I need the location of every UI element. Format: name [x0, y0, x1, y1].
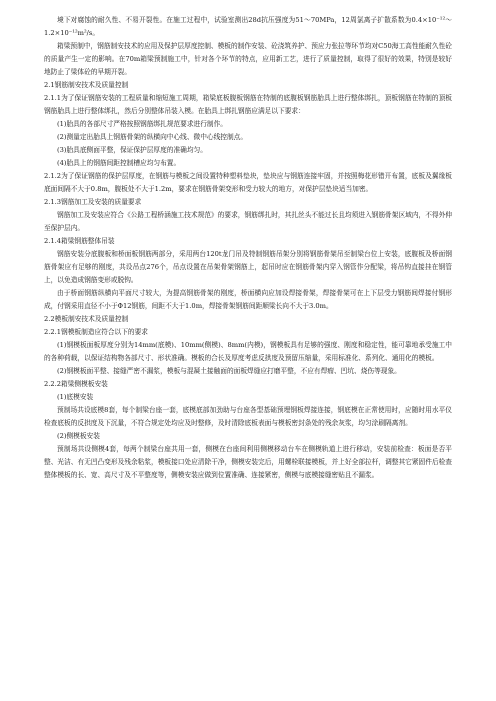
section-heading: 2.2.2箱梁侧模板安装 [44, 380, 108, 388]
paragraph: 钢筋加工及安装应符合《公路工程桥涵施工技术规范》的要求，钢筋绑扎时，其扎丝头不能过长且均须进入钢筋骨架区域内，不得外伸至保护层内。 [44, 211, 452, 232]
section-heading: 2.2.1钢模板制造应符合以下的要求 [44, 328, 148, 336]
paragraph: 钢筋安装分底腹板和桥面板钢筋两部分，采用两台120t龙门吊及特制钢筋吊架分别将钢筋骨架吊至制梁台位上安装，底腹板及桥面钢筋骨架应有足够的刚度，共设吊点276个，吊点设置在吊架骨架钢筋上，起吊时应在钢筋骨架内穿入钢管作分配梁，将吊钩直接挂在钢管上，以免造成钢筋变形或脱钩。 [44, 250, 452, 284]
paragraph: 预制场共设侧模4套，每两个制梁台座共用一套，侧模在台座间利用侧模移动台车在侧模轨道上进行移动，安装前检查：板面是否平整、光洁、有无凹凸变形及残余粘浆，模板接口处应清除干净，侧模安装完后，用螺栓联接模板，并上好全部拉杆，调整其它紧固件后检查整体模板的长、宽、高尺寸及不平整度等，侧模安装应做到位置准确、连接紧密，侧模与底模接缝密贴且不漏浆。 [44, 445, 452, 479]
section-heading: 2.1.3钢筋加工及安装的质量要求 [44, 198, 142, 206]
paragraph: 预制场共设底模8套，每个制梁台座一套，底模底部加劲助与台座各型基础预埋钢板焊接连接，钢底模在正常使用时，应随时用水平仪检查底板的反拱度及下沉量，不符合规定处均应及时整修，及时清除底板表面与模板密封条处的残余灰浆，均匀涂刷隔离剂。 [44, 406, 452, 427]
section-heading: 2.1.4箱梁钢筋整体吊装 [44, 237, 115, 245]
paragraph: 箱梁预制中，钢筋制安技术的应用及保护层厚度控制、模板的制作安装、砼浇筑养护、预应力张拉等环节均对C50海工高性能耐久性砼的质量产生一定的影响。在70m箱梁预制施工中，针对各个环节的特点，应用新工艺，进行了质量控制，取得了很好的效果，特别是较好地防止了梁体砼的早期开裂。 [44, 42, 452, 76]
list-item: (1)胎具的各部尺寸严格按照钢筋绑扎规范要求进行制作。 [57, 120, 227, 128]
list-item: (2)侧模板安装 [57, 432, 100, 440]
subsection-paragraph: 2.1.1为了保证钢筋安装的工程质量和缩短施工周期，箱梁底板腹板钢筋在特制的底腹板钢筋胎具上进行整体绑扎，顶板钢筋在特制的顶板钢筋胎具上进行整体绑扎，然后分别整体吊装入模。在胎具上绑扎钢筋应满足以下要求： [44, 94, 452, 115]
paragraph: (1)钢模板面板厚度分别为14mm(底模)、10mm(侧模)、8mm(内模)，钢模板具有足够的强度、刚度和稳定性，能可靠地承受施工中的各种荷载，以保证结构物各部尺寸、形状准确。模板的合长及厚度考虑反拱度及预留压缩量，采用标准化、系列化、通用化的模板。 [44, 341, 452, 362]
section-heading: 2.1钢筋制安技术及质量控制 [44, 81, 129, 89]
paragraph: 由于桥面钢筋纵横向平面尺寸较大，为提高钢筋骨架的刚度，桥面横向应加设焊接骨架，焊接骨架可在上下层受力钢筋间焊接付钢形成，付钢采用直径不小于Φ12钢筋，间距不大于1.0m，焊接骨架钢筋间距顺梁长向不大于3.0m。 [44, 289, 452, 310]
list-item: (4)胎具上的钢筋间距控制槽应均匀布置。 [57, 159, 181, 167]
list-item: (3)胎具底侧面平整，保证保护层厚度的准确均匀。 [57, 146, 207, 154]
list-item: (2)测量定出胎具上钢筋骨架的纵横向中心线、微中心线控制点。 [57, 133, 248, 141]
section-heading: 2.2模板制安技术及质量控制 [44, 315, 129, 323]
paragraph: (2)钢模板面平整、接缝严密不漏浆，模板与混凝土接触面的面板焊缝应打磨平整，不应有焊瘤、凹坑、烧伤等现象。 [57, 367, 401, 375]
paragraph: 境下对腐蚀的耐久性、不易开裂性。在施工过程中，试验室测出28d抗压强度为51～70MPa，12周氯离子扩散系数为0.4×10⁻¹²～1.2×10⁻¹²m²/s。 [44, 16, 452, 37]
subsection-paragraph: 2.1.2为了保证钢筋的保护层厚度，在钢筋与模板之间设置特种塑料垫块，垫块应与钢筋连接牢固，并按照梅花形错开布置，底板及翼缘板底面间隔不大于0.8m，腹板处不大于1.2m，要求在钢筋骨架变形和受力较大的地方，对保护层垫块适当加密。 [44, 172, 452, 193]
list-item: (1)底模安装 [57, 393, 94, 401]
